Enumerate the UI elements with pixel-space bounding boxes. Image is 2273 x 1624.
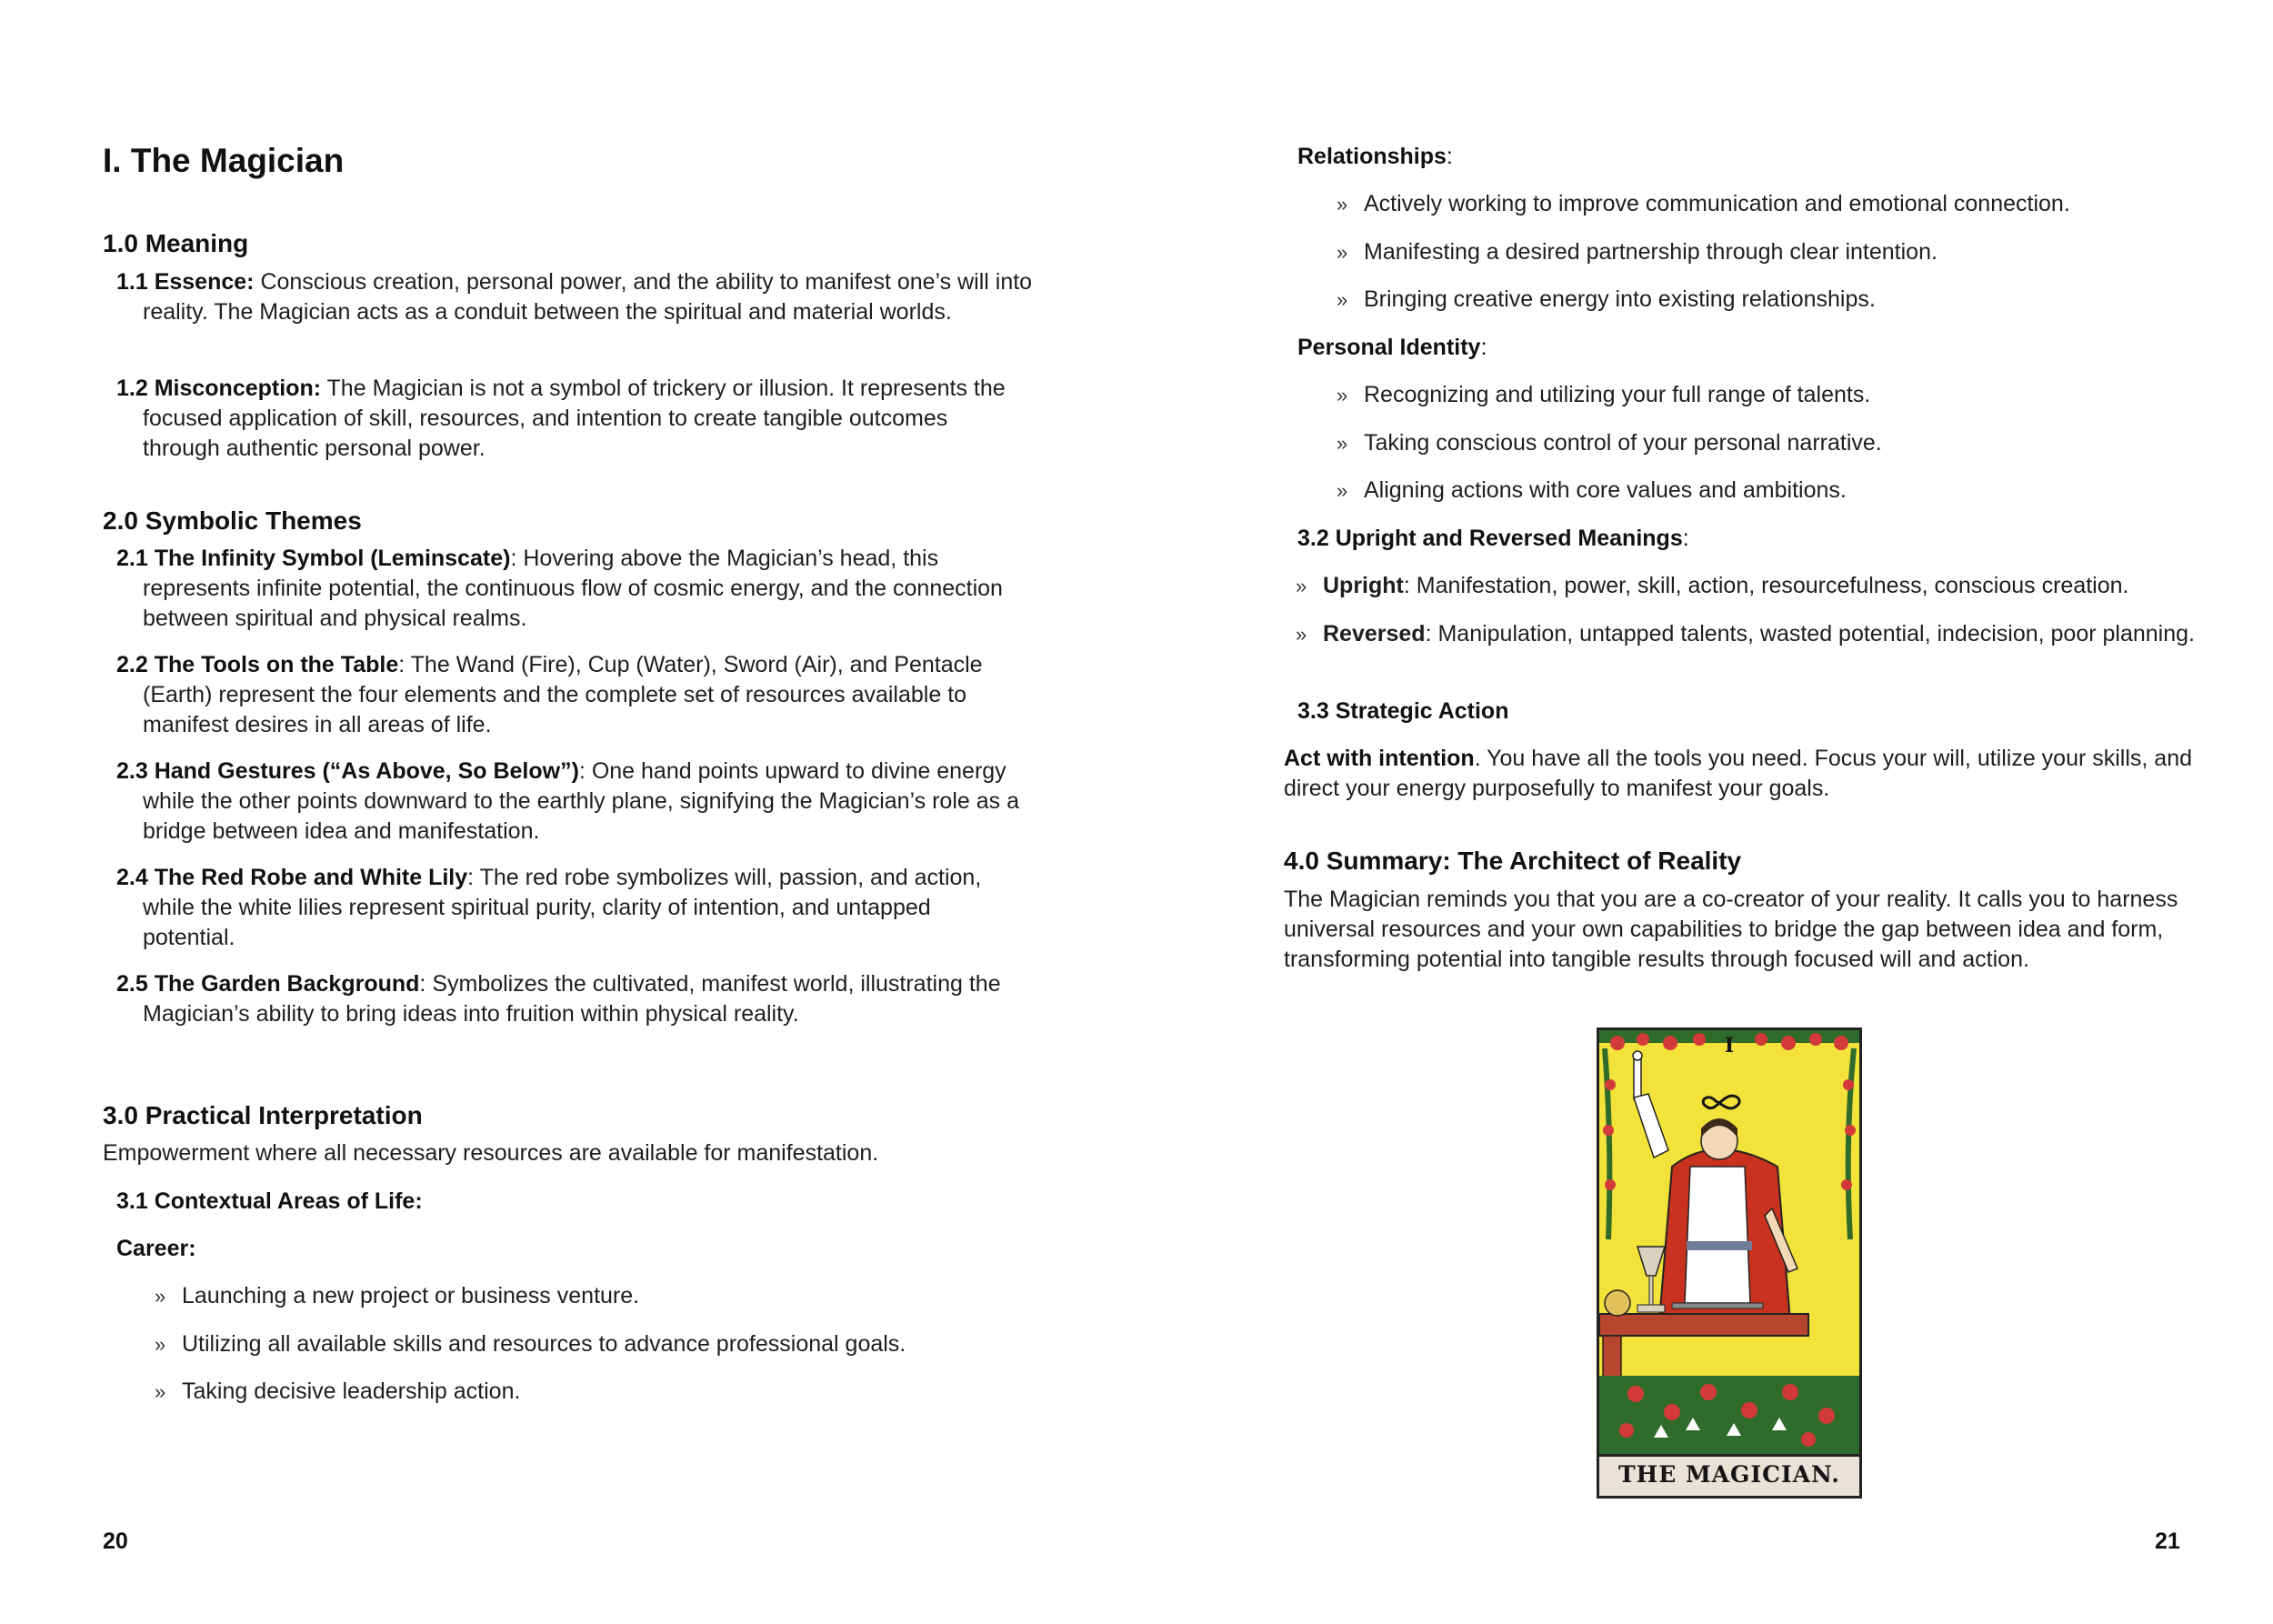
theme-item <box>116 544 1034 634</box>
bullet-icon: » <box>155 1380 166 1403</box>
essence-text: Conscious creation, personal power, and the ability to manifest one’s will into reality. The Magician acts as a conduit between the spiritual and material worlds. <box>143 269 1033 325</box>
career-label: Career: <box>116 1236 196 1261</box>
page-number-right: 21 <box>2155 1529 2180 1554</box>
list-item <box>1337 237 1938 267</box>
card-caption: THE MAGICIAN. <box>1599 1454 1859 1496</box>
strategic-action-label: 3.3 Strategic Action <box>1297 698 1509 724</box>
left-page <box>0 0 1136 1624</box>
list-item-text: Actively working to improve communication and emotional connection. <box>1364 191 2070 216</box>
upright-label: Upright <box>1323 573 1404 598</box>
practical-intro: Empowerment where all necessary resources are available for manifestation. <box>103 1140 879 1166</box>
essence-label: 1.1 Essence: <box>116 269 255 295</box>
bullet-icon: » <box>1337 288 1348 311</box>
theme-item <box>116 650 1043 740</box>
theme-label: 2.3 Hand Gestures (“As Above, So Below”) <box>116 758 579 784</box>
essence-paragraph <box>116 267 1034 327</box>
page-title: I. The Magician <box>103 142 345 179</box>
list-item-text: Manifesting a desired partnership through clear intention. <box>1364 239 1938 265</box>
section-heading-symbolic-themes: 2.0 Symbolic Themes <box>103 506 362 535</box>
bullet-icon: » <box>1337 479 1348 502</box>
bullet-icon: » <box>1296 623 1307 646</box>
personal-identity-heading: Personal Identity: <box>1297 335 1487 360</box>
bullet-icon: » <box>1337 241 1348 264</box>
theme-text: : One hand points upward to divine energy while the other points downward to the earthly plane, signifying the Magician’s role as a bridge between idea and manifestation. <box>143 758 1019 844</box>
list-item <box>1337 285 1876 315</box>
upright-text: : Manifestation, power, skill, action, resourcefulness, conscious creation. <box>1403 573 2129 598</box>
summary-paragraph: The Magician reminds you that you are a co-creator of your reality. It calls you to harness universal resources and your own capabilities to bridge the gap between idea and form, transforming potential into tangible results through focused will and action. <box>1284 887 2178 972</box>
bullet-icon: » <box>155 1333 166 1356</box>
reversed-item <box>1296 619 2223 649</box>
bullet-icon: » <box>1337 384 1348 406</box>
meanings-heading: 3.2 Upright and Reversed Meanings: <box>1297 526 1689 551</box>
list-item-text: Recognizing and utilizing your full range of talents. <box>1364 382 1871 407</box>
theme-item <box>116 863 1016 953</box>
theme-text: : The red robe symbolizes will, passion, and action, while the white lilies represent spiritual purity, clarity of intention, and untapped potential. <box>143 865 982 950</box>
wand-icon <box>1633 1051 1642 1099</box>
relationships-heading: Relationships: <box>1297 144 1453 169</box>
card-numeral: I <box>1724 1034 1735 1058</box>
theme-label: 2.5 The Garden Background <box>116 971 420 997</box>
theme-label: 2.1 The Infinity Symbol (Leminscate) <box>116 546 511 571</box>
section-heading-summary: 4.0 Summary: The Architect of Reality <box>1284 847 1742 875</box>
list-item <box>1337 428 1882 458</box>
strategic-text: . You have all the tools you need. Focus your will, utilize your skills, and direct your energy purposefully to manifest your goals. <box>1284 746 2193 801</box>
page-number-left: 20 <box>103 1529 128 1554</box>
list-item <box>1337 380 1870 410</box>
misconception-label: 1.2 Misconception: <box>116 376 322 401</box>
bullet-icon: » <box>1296 575 1307 597</box>
section-heading-meaning: 1.0 Meaning <box>103 229 249 257</box>
upright-item <box>1296 571 2259 601</box>
personal-identity-label: Personal Identity <box>1297 335 1481 360</box>
magician-illustration <box>1599 1030 1859 1454</box>
bullet-icon: » <box>1337 193 1348 216</box>
list-item <box>155 1281 639 1311</box>
reversed-label: Reversed <box>1323 621 1426 647</box>
strategic-action-paragraph <box>1284 744 2229 804</box>
list-item-text: Utilizing all available skills and resources to advance professional goals. <box>182 1331 906 1357</box>
list-item <box>155 1377 520 1407</box>
theme-text: : The Wand (Fire), Cup (Water), Sword (Air), and Pentacle (Earth) represent the four elements and the complete set of resources available to manifest desires in all areas of life. <box>143 652 983 737</box>
list-item-text: Launching a new project or business venture. <box>182 1283 640 1308</box>
theme-label: 2.4 The Red Robe and White Lily <box>116 865 468 890</box>
theme-label: 2.2 The Tools on the Table <box>116 652 399 677</box>
bullet-icon: » <box>155 1285 166 1308</box>
theme-text: : Hovering above the Magician’s head, this represents infinite potential, the continuous flow of cosmic energy, and the connection between spiritual and physical realms. <box>143 546 1003 631</box>
magician-tarot-card-image <box>1597 1028 1862 1499</box>
meanings-label: 3.2 Upright and Reversed Meanings <box>1297 526 1683 551</box>
list-item-text: Aligning actions with core values and ambitions. <box>1364 477 1847 503</box>
contextual-areas-label: 3.1 Contextual Areas of Life: <box>116 1188 423 1214</box>
theme-item <box>116 757 1025 847</box>
section-heading-practical: 3.0 Practical Interpretation <box>103 1101 423 1129</box>
list-item-text: Taking conscious control of your personal narrative. <box>1364 430 1882 456</box>
strategic-bold: Act with intention <box>1284 746 1475 771</box>
list-item-text: Bringing creative energy into existing relationships. <box>1364 286 1876 312</box>
misconception-paragraph <box>116 374 1025 464</box>
list-item-text: Taking decisive leadership action. <box>182 1378 521 1404</box>
misconception-text: The Magician is not a symbol of trickery or illusion. It represents the focused application of skill, resources, and intention to create tangible outcomes through authentic personal power. <box>143 376 1006 461</box>
theme-item <box>116 969 1016 1029</box>
garden-roses-lilies-icon <box>1599 1376 1859 1454</box>
list-item <box>1337 476 1847 506</box>
list-item <box>155 1329 906 1359</box>
theme-text: : Symbolizes the cultivated, manifest world, illustrating the Magician’s ability to bring ideas into fruition within physical reality. <box>143 971 1001 1027</box>
list-item <box>1337 189 2070 219</box>
relationships-label: Relationships <box>1297 144 1447 169</box>
reversed-text: : Manipulation, untapped talents, wasted potential, indecision, poor planning. <box>1425 621 2195 647</box>
bullet-icon: » <box>1337 432 1348 455</box>
